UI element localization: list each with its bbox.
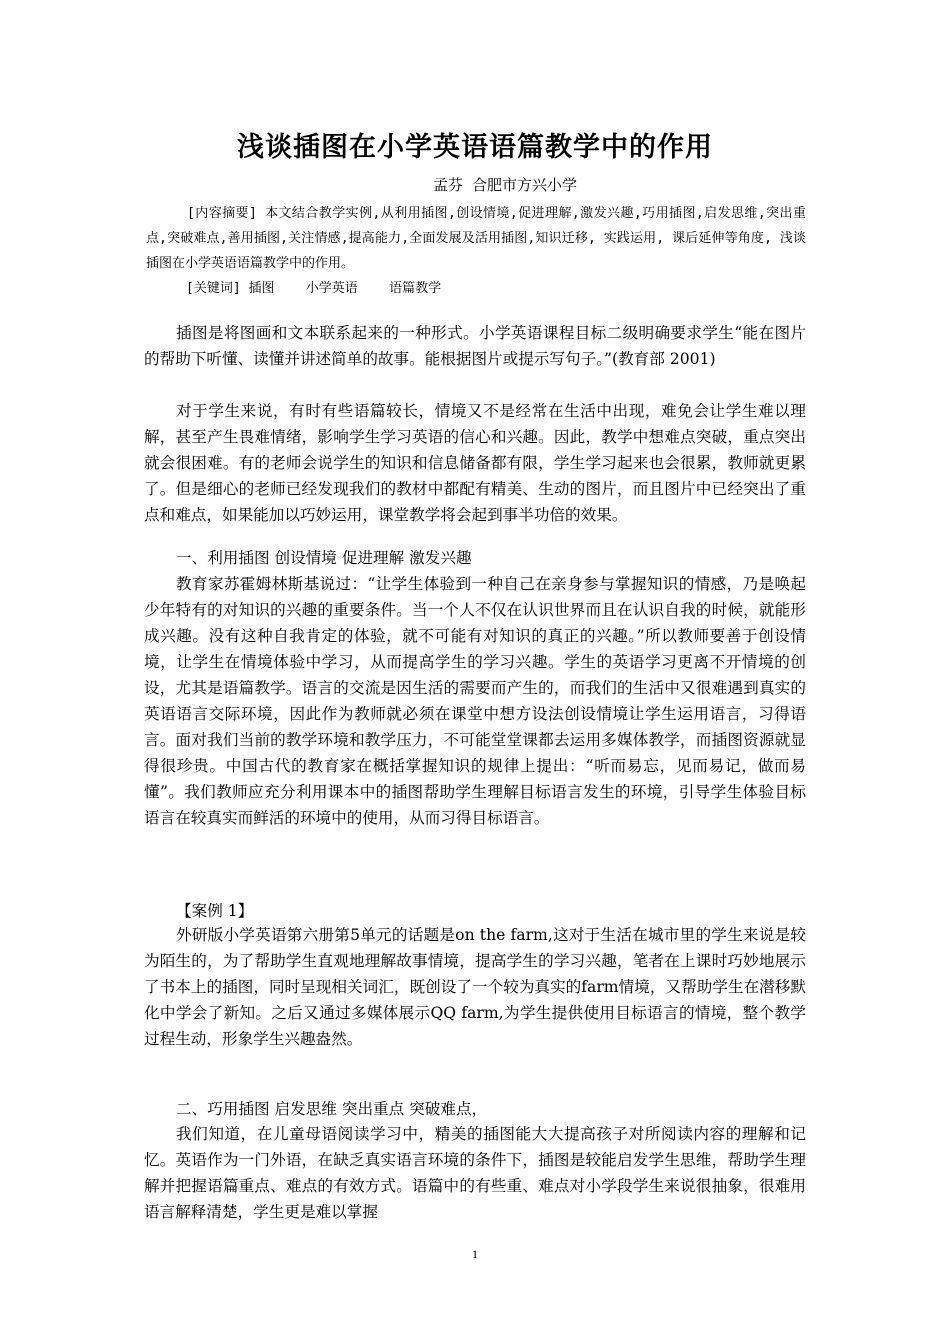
section-heading-1: 一、利用插图 创设情境 促进理解 激发兴趣 xyxy=(176,549,472,567)
paragraph-case-1: 外研版小学英语第六册第5单元的话题是on the farm,这对于生活在城市里的学生来说是较为陌生的，为了帮助学生直观地理解故事情境，提高学生的学习兴趣，笔者在上课时巧妙地展示了书本上的插图，同时呈现相关词汇，既创设了一个较为真实的farm情境，又帮助学生在潜移默化中学会了新知。之后又通过多媒体展示QQ farm,为学生提供使用目标语言的情境，整个教学过程生动，形象学生兴趣盎然。 xyxy=(144,926,806,1048)
paragraph-background: 对于学生来说，有时有些语篇较长，情境又不是经常在生活中出现，难免会让学生难以理解，甚至产生畏难情绪，影响学生学习英语的信心和兴趣。因此，教学中想难点突破，重点突出就会很困难。有的老师会说学生的知识和信息储备都有限，学生学习起来也会很累，教师就更累了。但是细心的老师已经发现我们的教材中都配有精美、生动的图片，而且图片中已经突出了重点和难点，如果能加以巧妙运用，课堂教学将会起到事半功倍的效果。 xyxy=(144,402,806,524)
paragraph-intro: 插图是将图画和文本联系起来的一种形式。小学英语课程目标二级明确要求学生“能在图片的帮助下听懂、读懂并讲述简单的故事。能根据图片或提示写句子。”(教育部 2001) xyxy=(144,324,806,368)
page-number: 1 xyxy=(472,1247,478,1261)
page-title: 浅谈插图在小学英语语篇教学中的作用 xyxy=(237,132,713,163)
abstract: [内容摘要] 本文结合教学实例,从利用插图,创设情境,促进理解,激发兴趣,巧用插图,启发思维,突出重点,突破难点,善用插图,关注情感,提高能力,全面发展及活用插图,知识迁移, 实践运用, 课后延伸等角度, 浅谈插图在小学英语语篇教学中的作用。 xyxy=(146,206,806,271)
section-heading-2: 二、巧用插图 启发思维 突出重点 突破难点， xyxy=(176,1100,488,1118)
case-label: 【案例 1】 xyxy=(176,902,254,920)
keywords: [关键词] 插图 小学英语 语篇教学 xyxy=(186,281,442,296)
paragraph-section-2: 我们知道，在儿童母语阅读学习中，精美的插图能大大提高孩子对所阅读内容的理解和记忆。英语作为一门外语，在缺乏真实语言环境的条件下，插图是较能启发学生思维，帮助学生理解并把握语篇重点、难点的有效方式。语篇中的有些重、难点对小学段学生来说很抽象，很难用语言解释清楚，学生更是难以掌握 xyxy=(144,1125,806,1221)
paragraph-section-1: 教育家苏霍姆林斯基说过：“让学生体验到一种自己在亲身参与掌握知识的情感，乃是唤起少年特有的对知识的兴趣的重要条件。当一个人不仅在认识世界而且在认识自我的时候，就能形成兴趣。没有这种自我肯定的体验，就不可能有对知识的真正的兴趣。”所以教师要善于创设情境，让学生在情境体验中学习，从而提高学生的学习兴趣。学生的英语学习更离不开情境的创设，尤其是语篇教学。语言的交流是因生活的需要而产生的，而我们的生活中又很难遇到真实的英语语言交际环境，因此作为教师就必须在课堂中想方设法创设情境让学生运用语言，习得语言。面对我们当前的教学环境和教学压力，不可能堂堂课都去运用多媒体教学，而插图资源就显得很珍贵。中国古代的教育家在概括掌握知识的规律上提出：“听而易忘，见而易记，做而易懂”。我们教师应充分利用课本中的插图帮助学生理解目标语言发生的环境，引导学生体验目标语言在较真实而鲜活的环境中的使用，从而习得目标语言。 xyxy=(144,575,806,827)
author-line: 孟芬 合肥市方兴小学 xyxy=(432,176,578,194)
